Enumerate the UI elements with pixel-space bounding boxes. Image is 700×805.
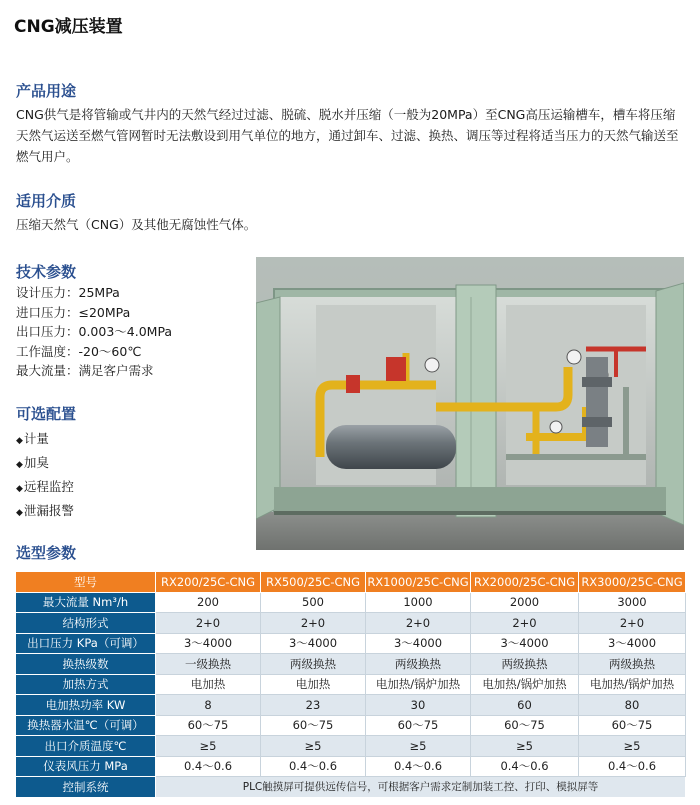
table-cell: 60 (471, 695, 579, 716)
table-row (16, 613, 686, 634)
table-row (16, 654, 686, 675)
page-title: CNG减压装置 (14, 17, 123, 37)
tech-specs (16, 283, 172, 381)
table-cell: 两级换热 (579, 654, 686, 675)
option-item: ◆远程监控 (16, 479, 74, 494)
medium-heading: 适用介质 (16, 192, 77, 210)
table-cell: 2+0 (579, 613, 686, 634)
table-row (16, 592, 686, 613)
header-cell: RX3000/25C-CNG (579, 572, 686, 593)
table-cell: 电加热/锅炉加热 (366, 674, 471, 695)
usage-text: CNG供气是将管输或气井内的天然气经过过滤、脱硫、脱水并压缩（一般为20MPa）至CNG高压运输槽车，槽车将压缩天然气运送至燃气管网暂时无法敷设到用气单位的地方，通过卸车、过滤、换热、调压等过程将适当压力的天然气输送至燃气用户。 (16, 107, 679, 164)
options-heading: 可选配置 (16, 405, 77, 423)
selection-table (15, 571, 686, 798)
table-cell: 3～4000 (156, 633, 261, 654)
diamond-bullet-icon: ◆ (16, 508, 23, 518)
row-label: 结构形式 (16, 613, 156, 634)
table-cell: 3～4000 (366, 633, 471, 654)
table-cell: 0.4～0.6 (579, 756, 686, 777)
table-cell: 2000 (471, 592, 579, 613)
usage-heading: 产品用途 (16, 82, 77, 100)
diamond-bullet-icon: ◆ (16, 436, 23, 446)
row-label: 出口压力 KPa（可调） (16, 633, 156, 654)
table-cell: 8 (156, 695, 261, 716)
table-row (16, 756, 686, 777)
header-cell: RX500/25C-CNG (261, 572, 366, 593)
option-item: ◆计量 (16, 431, 49, 446)
spec-design-pressure: 设计压力：25MPa (16, 285, 120, 300)
row-label: 换热器水温℃（可调） (16, 715, 156, 736)
control-system-cell: PLC触摸屏可提供远传信号，可根据客户需求定制加装工控、打印、模拟屏等 (156, 777, 686, 798)
cng-skid-illustration (256, 257, 684, 550)
spec-inlet-pressure: 进口压力：≤20MPa (16, 304, 131, 320)
table-cell: 2+0 (156, 613, 261, 634)
options-list (16, 428, 74, 524)
table-cell: 电加热 (156, 674, 261, 695)
table-cell: 80 (579, 695, 686, 716)
table-header-row (16, 572, 686, 593)
table-row (16, 633, 686, 654)
table-cell: 电加热/锅炉加热 (579, 674, 686, 695)
table-cell: 23 (261, 695, 366, 716)
table-cell: 电加热/锅炉加热 (471, 674, 579, 695)
table-cell: 0.4～0.6 (366, 756, 471, 777)
table-cell: 1000 (366, 592, 471, 613)
header-cell: 型号 (16, 572, 156, 593)
table-cell: 两级换热 (261, 654, 366, 675)
table-cell: 30 (366, 695, 471, 716)
header-cell: RX200/25C-CNG (156, 572, 261, 593)
table-cell: 60～75 (471, 715, 579, 736)
table-cell: ≥5 (366, 736, 471, 757)
table-cell: ≥5 (156, 736, 261, 757)
table-row-control (16, 777, 686, 798)
selection-heading: 选型参数 (16, 544, 77, 562)
spec-outlet-pressure: 出口压力：0.003～4.0MPa (16, 324, 173, 339)
table-row (16, 695, 686, 716)
table-row (16, 674, 686, 695)
row-label: 加热方式 (16, 674, 156, 695)
row-label: 出口介质温度℃ (16, 736, 156, 757)
table-cell: ≥5 (579, 736, 686, 757)
table-cell: 两级换热 (471, 654, 579, 675)
table-cell: 60～75 (579, 715, 686, 736)
table-cell: 2+0 (366, 613, 471, 634)
table-cell: 电加热 (261, 674, 366, 695)
table-cell: 2+0 (471, 613, 579, 634)
option-item: ◆加臭 (16, 455, 49, 470)
row-label: 控制系统 (16, 777, 156, 798)
table-cell: 2+0 (261, 613, 366, 634)
row-label: 仪表风压力 MPa (16, 756, 156, 777)
row-label: 最大流量 Nm³/h (16, 592, 156, 613)
table-cell: 200 (156, 592, 261, 613)
header-cell: RX1000/25C-CNG (366, 572, 471, 593)
medium-text: 压缩天然气（CNG）及其他无腐蚀性气体。 (16, 217, 257, 232)
table-cell: 3～4000 (471, 633, 579, 654)
spec-max-flow: 最大流量：满足客户需求 (16, 363, 154, 378)
table-row (16, 715, 686, 736)
table-cell: 0.4～0.6 (261, 756, 366, 777)
table-cell: 3～4000 (579, 633, 686, 654)
table-row (16, 736, 686, 757)
diamond-bullet-icon: ◆ (16, 484, 23, 494)
row-label: 电加热功率 KW (16, 695, 156, 716)
tech-heading: 技术参数 (16, 263, 77, 281)
product-photo (256, 257, 684, 550)
table-cell: 3000 (579, 592, 686, 613)
table-cell: 0.4～0.6 (471, 756, 579, 777)
table-cell: ≥5 (471, 736, 579, 757)
table-cell: 60～75 (156, 715, 261, 736)
table-cell: 一级换热 (156, 654, 261, 675)
table-cell: 3～4000 (261, 633, 366, 654)
header-cell: RX2000/25C-CNG (471, 572, 579, 593)
table-cell: ≥5 (261, 736, 366, 757)
table-cell: 500 (261, 592, 366, 613)
spec-working-temp: 工作温度：-20～60℃ (16, 343, 142, 359)
table-cell: 60～75 (261, 715, 366, 736)
table-cell: 0.4～0.6 (156, 756, 261, 777)
table-cell: 60～75 (366, 715, 471, 736)
option-item: ◆泄漏报警 (16, 503, 74, 518)
row-label: 换热级数 (16, 654, 156, 675)
diamond-bullet-icon: ◆ (16, 460, 23, 470)
table-cell: 两级换热 (366, 654, 471, 675)
